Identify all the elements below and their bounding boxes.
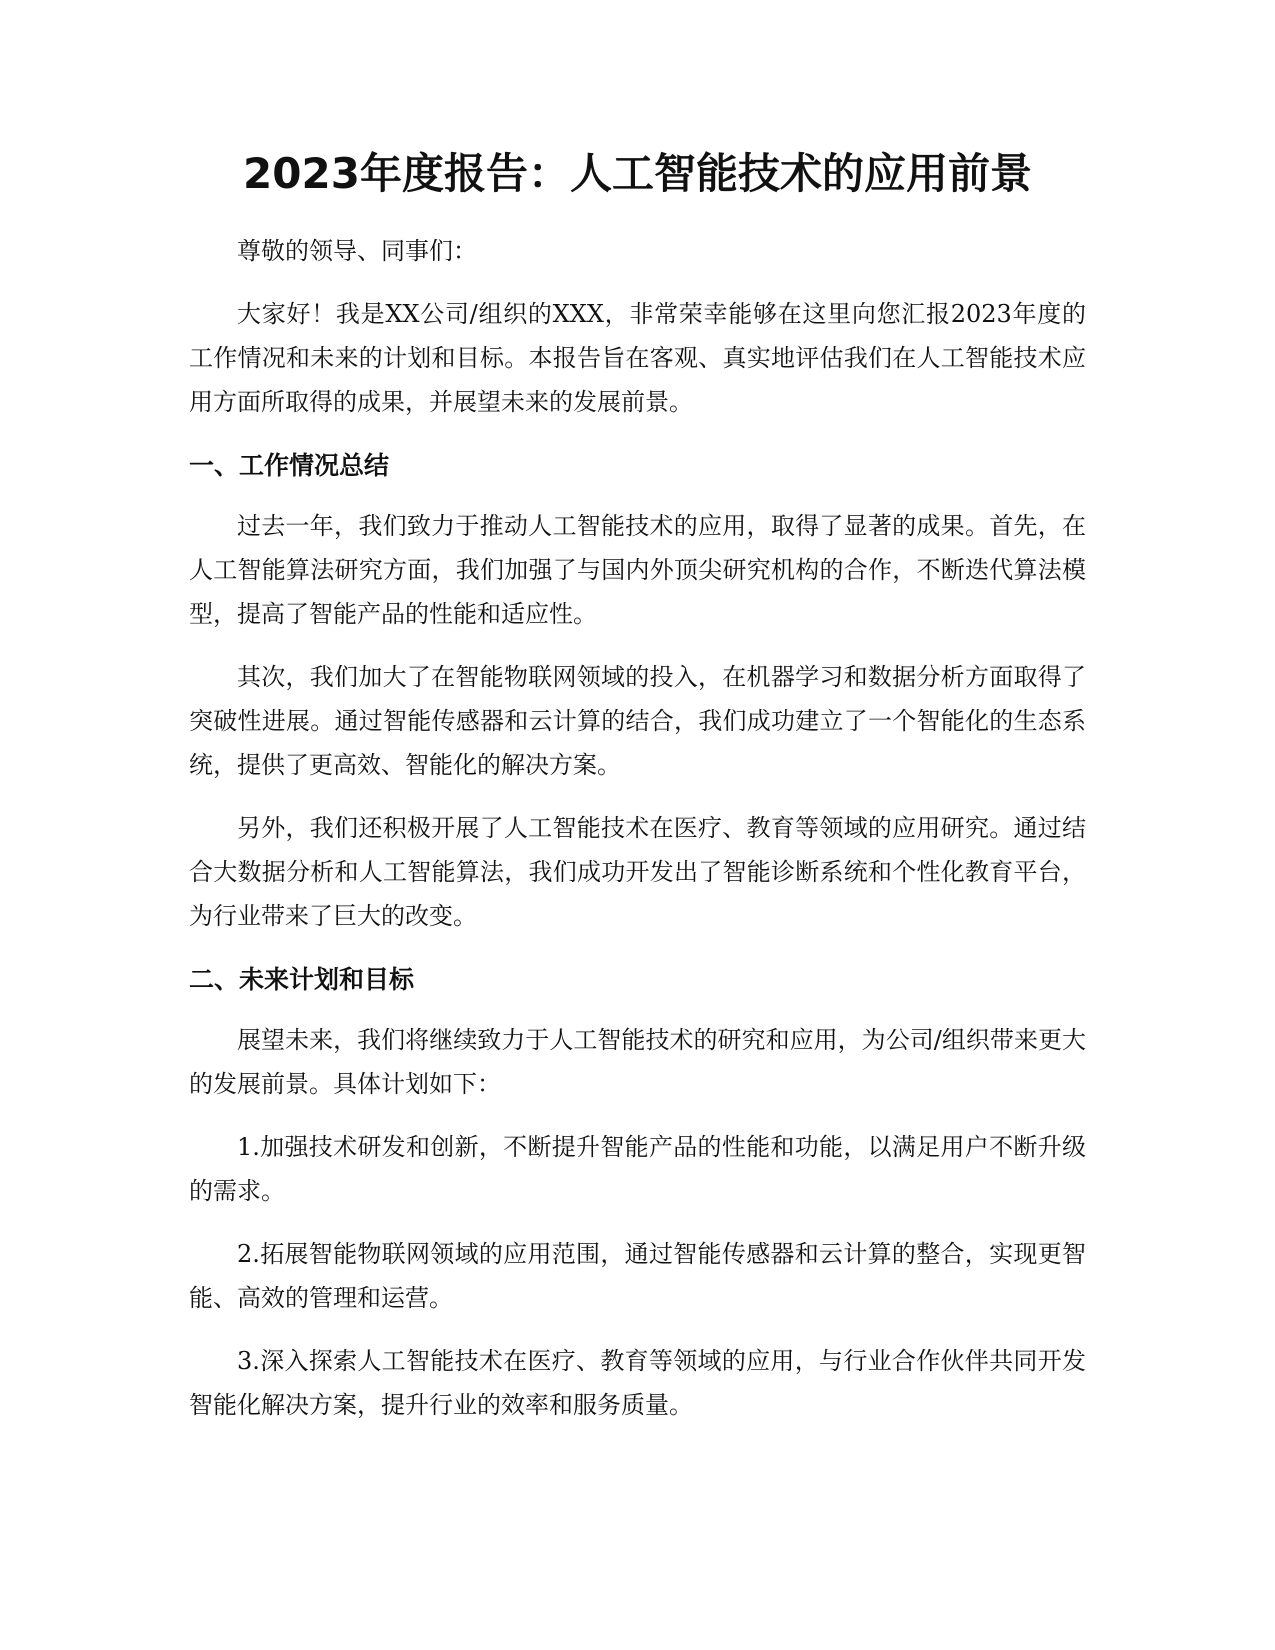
list-item: 1.加强技术研发和创新，不断提升智能产品的性能和功能，以满足用户不断升级的需求。 xyxy=(189,1132,1086,1205)
salutation: 尊敬的领导、同事们： xyxy=(237,236,477,265)
document-title: 2023年度报告：人工智能技术的应用前景 xyxy=(243,149,1032,198)
section-heading-future-plans: 二、未来计划和目标 xyxy=(189,964,415,994)
paragraph: 其次，我们加大了在智能物联网领域的投入，在机器学习和数据分析方面取得了突破性进展。通过智能传感器和云计算的结合，我们成功建立了一个智能化的生态系统，提供了更高效、智能化的解决方案。 xyxy=(189,662,1086,779)
list-item: 2.拓展智能物联网领域的应用范围，通过智能传感器和云计算的整合，实现更智能、高效的管理和运营。 xyxy=(189,1239,1086,1312)
paragraph: 展望未来，我们将继续致力于人工智能技术的研究和应用，为公司/组织带来更大的发展前景。具体计划如下： xyxy=(189,1025,1086,1098)
list-item: 3.深入探索人工智能技术在医疗、教育等领域的应用，与行业合作伙伴共同开发智能化解决方案，提升行业的效率和服务质量。 xyxy=(189,1346,1086,1419)
paragraph: 过去一年，我们致力于推动人工智能技术的应用，取得了显著的成果。首先，在人工智能算法研究方面，我们加强了与国内外顶尖研究机构的合作，不断迭代算法模型，提高了智能产品的性能和适应性。 xyxy=(189,511,1086,628)
section-heading-work-summary: 一、工作情况总结 xyxy=(189,450,390,480)
intro-paragraph: 大家好！我是XX公司/组织的XXX，非常荣幸能够在这里向您汇报2023年度的工作情况和未来的计划和目标。本报告旨在客观、真实地评估我们在人工智能技术应用方面所取得的成果，并展望未来的发展前景。 xyxy=(189,299,1086,416)
document-body xyxy=(189,148,1086,1446)
paragraph: 另外，我们还积极开展了人工智能技术在医疗、教育等领域的应用研究。通过结合大数据分析和人工智能算法，我们成功开发出了智能诊断系统和个性化教育平台，为行业带来了巨大的改变。 xyxy=(189,813,1086,930)
